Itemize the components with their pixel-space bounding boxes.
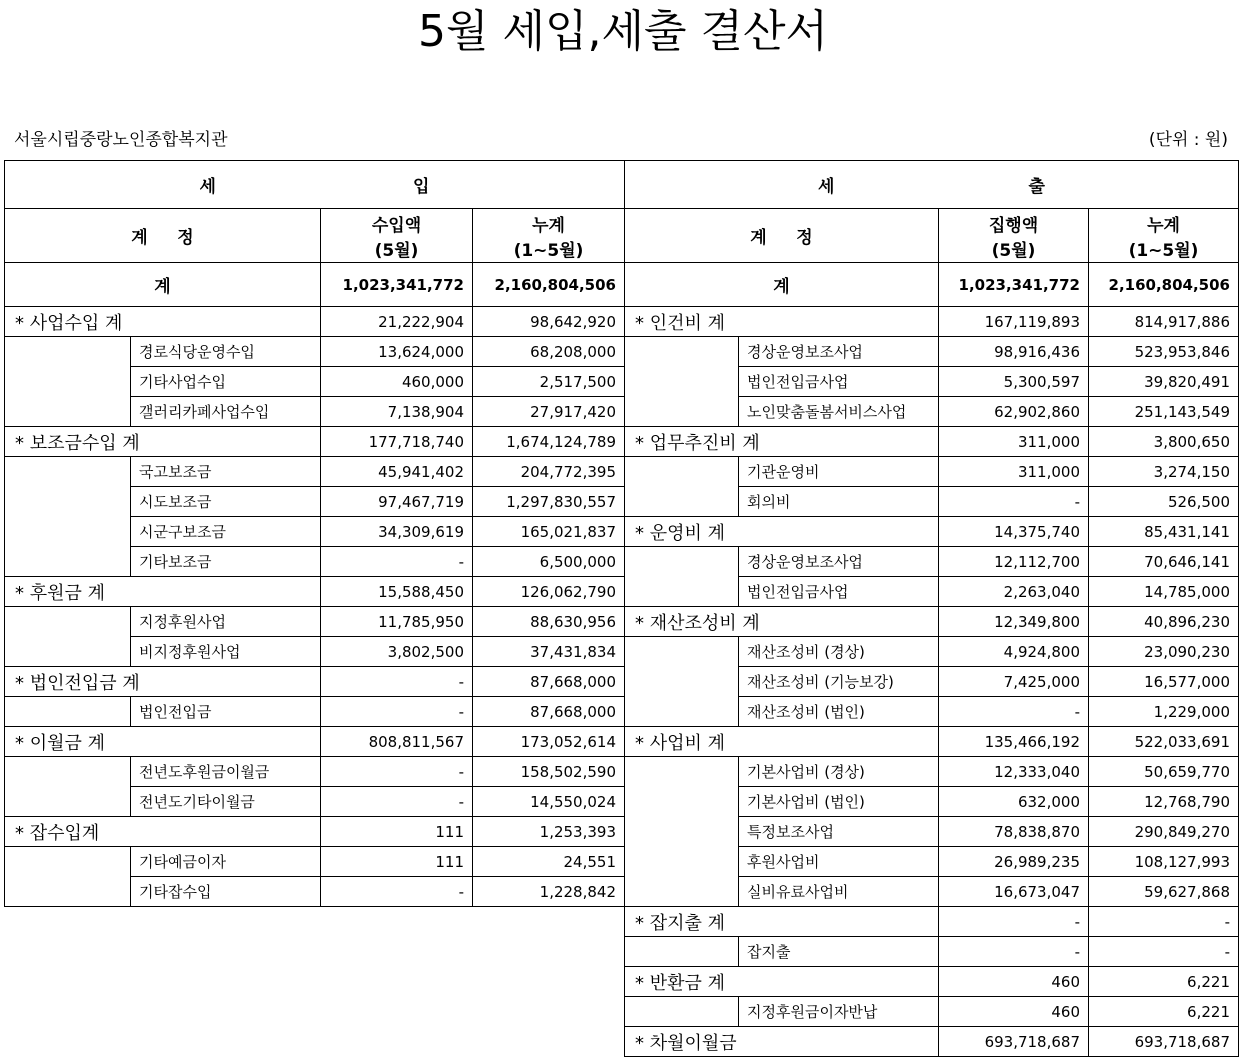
- item-label: 경상운영보조사업: [739, 547, 939, 577]
- category-label: * 반환금 계: [625, 967, 939, 997]
- expense-item-row: [625, 457, 1239, 487]
- category-label: * 잡지출 계: [625, 907, 939, 937]
- month-value: 12,333,040: [939, 757, 1089, 787]
- item-label: 노인맞춤돌봄서비스사업: [739, 397, 939, 427]
- cum-value: 3,800,650: [1089, 427, 1239, 457]
- cum-value: 70,646,141: [1089, 547, 1239, 577]
- indent-cell: [5, 847, 131, 907]
- income-item-row: [5, 337, 625, 367]
- cum-value: -: [1089, 907, 1239, 937]
- expense-total-month: 1,023,341,772: [939, 263, 1089, 307]
- cum-value: 98,642,920: [473, 307, 625, 337]
- income-category-row: [5, 307, 625, 337]
- month-value: 12,349,800: [939, 607, 1089, 637]
- expense-category-row: [625, 1027, 1239, 1057]
- income-cum-header: 누계 (1~5월): [473, 209, 625, 263]
- category-label: * 후원금 계: [5, 577, 321, 607]
- cum-value: 6,500,000: [473, 547, 625, 577]
- cum-value: 1,674,124,789: [473, 427, 625, 457]
- cum-value: 68,208,000: [473, 337, 625, 367]
- month-value: 97,467,719: [321, 487, 473, 517]
- cum-value: 251,143,549: [1089, 397, 1239, 427]
- month-value: 460: [939, 967, 1089, 997]
- cum-value: 87,668,000: [473, 667, 625, 697]
- month-value: 98,916,436: [939, 337, 1089, 367]
- item-label: 전년도기타이월금: [131, 787, 321, 817]
- cum-value: 37,431,834: [473, 637, 625, 667]
- cum-value: 40,896,230: [1089, 607, 1239, 637]
- item-label: 법인전입금사업: [739, 367, 939, 397]
- month-value: 14,375,740: [939, 517, 1089, 547]
- account-header: 계 정: [5, 209, 321, 263]
- indent-cell: [625, 547, 739, 607]
- cum-value: 39,820,491: [1089, 367, 1239, 397]
- expense-total-label: 계: [625, 263, 939, 307]
- cum-value: 24,551: [473, 847, 625, 877]
- indent-cell: [625, 997, 739, 1027]
- item-label: 기타예금이자: [131, 847, 321, 877]
- expense-item-row: [625, 637, 1239, 667]
- item-label: 기본사업비 (경상): [739, 757, 939, 787]
- item-label: 경로식당운영수입: [131, 337, 321, 367]
- cum-value: 165,021,837: [473, 517, 625, 547]
- cum-value: -: [1089, 937, 1239, 967]
- month-value: -: [321, 697, 473, 727]
- expense-table: [624, 160, 1239, 1057]
- expense-item-row: [625, 337, 1239, 367]
- category-label: * 인건비 계: [625, 307, 939, 337]
- month-value: 693,718,687: [939, 1027, 1089, 1057]
- cum-value: 526,500: [1089, 487, 1239, 517]
- category-label: * 차월이월금: [625, 1027, 939, 1057]
- cum-value: 59,627,868: [1089, 877, 1239, 907]
- indent-cell: [5, 757, 131, 817]
- month-value: 808,811,567: [321, 727, 473, 757]
- category-label: * 법인전입금 계: [5, 667, 321, 697]
- month-value: 78,838,870: [939, 817, 1089, 847]
- month-value: 2,263,040: [939, 577, 1089, 607]
- cum-value: 1,228,842: [473, 877, 625, 907]
- cum-value: 108,127,993: [1089, 847, 1239, 877]
- item-label: 기타잡수입: [131, 877, 321, 907]
- expense-category-row: [625, 727, 1239, 757]
- cum-value: 2,517,500: [473, 367, 625, 397]
- income-item-row: [5, 697, 625, 727]
- cum-value: 12,768,790: [1089, 787, 1239, 817]
- item-label: 회의비: [739, 487, 939, 517]
- cum-value: 6,221: [1089, 967, 1239, 997]
- cum-value: 158,502,590: [473, 757, 625, 787]
- month-value: 177,718,740: [321, 427, 473, 457]
- expense-category-row: [625, 307, 1239, 337]
- month-value: 45,941,402: [321, 457, 473, 487]
- month-value: 111: [321, 817, 473, 847]
- month-value: 111: [321, 847, 473, 877]
- expense-category-row: [625, 967, 1239, 997]
- item-label: 재산조성비 (법인): [739, 697, 939, 727]
- item-label: 경상운영보조사업: [739, 337, 939, 367]
- income-item-row: [5, 847, 625, 877]
- item-label: 시도보조금: [131, 487, 321, 517]
- item-label: 기본사업비 (법인): [739, 787, 939, 817]
- month-value: 5,300,597: [939, 367, 1089, 397]
- item-label: 후원사업비: [739, 847, 939, 877]
- cum-value: 1,297,830,557: [473, 487, 625, 517]
- cum-value: 1,253,393: [473, 817, 625, 847]
- month-value: 62,902,860: [939, 397, 1089, 427]
- indent-cell: [625, 457, 739, 517]
- cum-value: 126,062,790: [473, 577, 625, 607]
- item-label: 재산조성비 (경상): [739, 637, 939, 667]
- cum-value: 85,431,141: [1089, 517, 1239, 547]
- item-label: 비지정후원사업: [131, 637, 321, 667]
- cum-value: 23,090,230: [1089, 637, 1239, 667]
- expense-item-row: [625, 757, 1239, 787]
- month-value: 632,000: [939, 787, 1089, 817]
- month-value: 12,112,700: [939, 547, 1089, 577]
- cum-value: 87,668,000: [473, 697, 625, 727]
- month-value: 7,425,000: [939, 667, 1089, 697]
- indent-cell: [625, 637, 739, 727]
- cum-value: 3,274,150: [1089, 457, 1239, 487]
- indent-cell: [5, 457, 131, 577]
- category-label: * 잡수입계: [5, 817, 321, 847]
- income-table: [4, 160, 625, 907]
- item-label: 실비유료사업비: [739, 877, 939, 907]
- expense-item-row: [625, 997, 1239, 1027]
- item-label: 지정후원금이자반납: [739, 997, 939, 1027]
- cum-value: 204,772,395: [473, 457, 625, 487]
- expense-month-header: 집행액 (5월): [939, 209, 1089, 263]
- month-value: -: [939, 937, 1089, 967]
- item-label: 전년도후원금이월금: [131, 757, 321, 787]
- cum-value: 1,229,000: [1089, 697, 1239, 727]
- cum-value: 14,785,000: [1089, 577, 1239, 607]
- expense-item-row: [625, 547, 1239, 577]
- income-total-label: 계: [5, 263, 321, 307]
- item-label: 법인전입금: [131, 697, 321, 727]
- income-total-month: 1,023,341,772: [321, 263, 473, 307]
- month-value: -: [939, 907, 1089, 937]
- unit-label: (단위 : 원): [1148, 130, 1228, 150]
- month-value: 460,000: [321, 367, 473, 397]
- indent-cell: [5, 337, 131, 427]
- item-label: 특정보조사업: [739, 817, 939, 847]
- month-value: 34,309,619: [321, 517, 473, 547]
- expense-category-row: [625, 517, 1239, 547]
- category-label: * 재산조성비 계: [625, 607, 939, 637]
- cum-value: 522,033,691: [1089, 727, 1239, 757]
- income-section-header: 세 입: [5, 161, 625, 209]
- page-title: 5월 세입,세출 결산서: [418, 6, 828, 57]
- item-label: 기타사업수입: [131, 367, 321, 397]
- income-total-cum: 2,160,804,506: [473, 263, 625, 307]
- month-value: 460: [939, 997, 1089, 1027]
- expense-item-row: [625, 937, 1239, 967]
- category-label: * 보조금수입 계: [5, 427, 321, 457]
- cum-value: 14,550,024: [473, 787, 625, 817]
- expense-section-header: 세 출: [625, 161, 1239, 209]
- category-label: * 사업수입 계: [5, 307, 321, 337]
- month-value: 16,673,047: [939, 877, 1089, 907]
- item-label: 기타보조금: [131, 547, 321, 577]
- category-label: * 운영비 계: [625, 517, 939, 547]
- income-item-row: [5, 757, 625, 787]
- indent-cell: [625, 337, 739, 427]
- item-label: 잡지출: [739, 937, 939, 967]
- cum-value: 814,917,886: [1089, 307, 1239, 337]
- expense-total-cum: 2,160,804,506: [1089, 263, 1239, 307]
- cum-value: 16,577,000: [1089, 667, 1239, 697]
- item-label: 지정후원사업: [131, 607, 321, 637]
- month-value: 15,588,450: [321, 577, 473, 607]
- month-value: 21,222,904: [321, 307, 473, 337]
- income-category-row: [5, 577, 625, 607]
- month-value: -: [321, 787, 473, 817]
- income-month-header: 수입액 (5월): [321, 209, 473, 263]
- cum-value: 88,630,956: [473, 607, 625, 637]
- category-label: * 업무추진비 계: [625, 427, 939, 457]
- cum-value: 693,718,687: [1089, 1027, 1239, 1057]
- expense-category-row: [625, 427, 1239, 457]
- cum-value: 173,052,614: [473, 727, 625, 757]
- cum-value: 290,849,270: [1089, 817, 1239, 847]
- month-value: 7,138,904: [321, 397, 473, 427]
- income-item-row: [5, 457, 625, 487]
- month-value: 167,119,893: [939, 307, 1089, 337]
- month-value: 3,802,500: [321, 637, 473, 667]
- cum-value: 50,659,770: [1089, 757, 1239, 787]
- cum-value: 6,221: [1089, 997, 1239, 1027]
- income-category-row: [5, 817, 625, 847]
- expense-category-row: [625, 907, 1239, 937]
- month-value: -: [321, 757, 473, 787]
- item-label: 갤러리카페사업수입: [131, 397, 321, 427]
- month-value: 4,924,800: [939, 637, 1089, 667]
- category-label: * 사업비 계: [625, 727, 939, 757]
- month-value: 311,000: [939, 427, 1089, 457]
- cum-value: 523,953,846: [1089, 337, 1239, 367]
- expense-cum-header: 누계 (1~5월): [1089, 209, 1239, 263]
- month-value: -: [939, 697, 1089, 727]
- item-label: 기관운영비: [739, 457, 939, 487]
- indent-cell: [625, 757, 739, 907]
- month-value: 11,785,950: [321, 607, 473, 637]
- income-category-row: [5, 427, 625, 457]
- month-value: -: [321, 667, 473, 697]
- indent-cell: [625, 937, 739, 967]
- item-label: 시군구보조금: [131, 517, 321, 547]
- income-category-row: [5, 667, 625, 697]
- month-value: -: [321, 547, 473, 577]
- cum-value: 27,917,420: [473, 397, 625, 427]
- indent-cell: [5, 697, 131, 727]
- item-label: 재산조성비 (기능보강): [739, 667, 939, 697]
- income-category-row: [5, 727, 625, 757]
- organization-name: 서울시립중랑노인종합복지관: [14, 130, 228, 150]
- month-value: -: [321, 877, 473, 907]
- month-value: 13,624,000: [321, 337, 473, 367]
- item-label: 국고보조금: [131, 457, 321, 487]
- month-value: 26,989,235: [939, 847, 1089, 877]
- item-label: 법인전입금사업: [739, 577, 939, 607]
- indent-cell: [5, 607, 131, 667]
- month-value: -: [939, 487, 1089, 517]
- account-header: 계 정: [625, 209, 939, 263]
- expense-category-row: [625, 607, 1239, 637]
- month-value: 135,466,192: [939, 727, 1089, 757]
- income-item-row: [5, 607, 625, 637]
- month-value: 311,000: [939, 457, 1089, 487]
- category-label: * 이월금 계: [5, 727, 321, 757]
